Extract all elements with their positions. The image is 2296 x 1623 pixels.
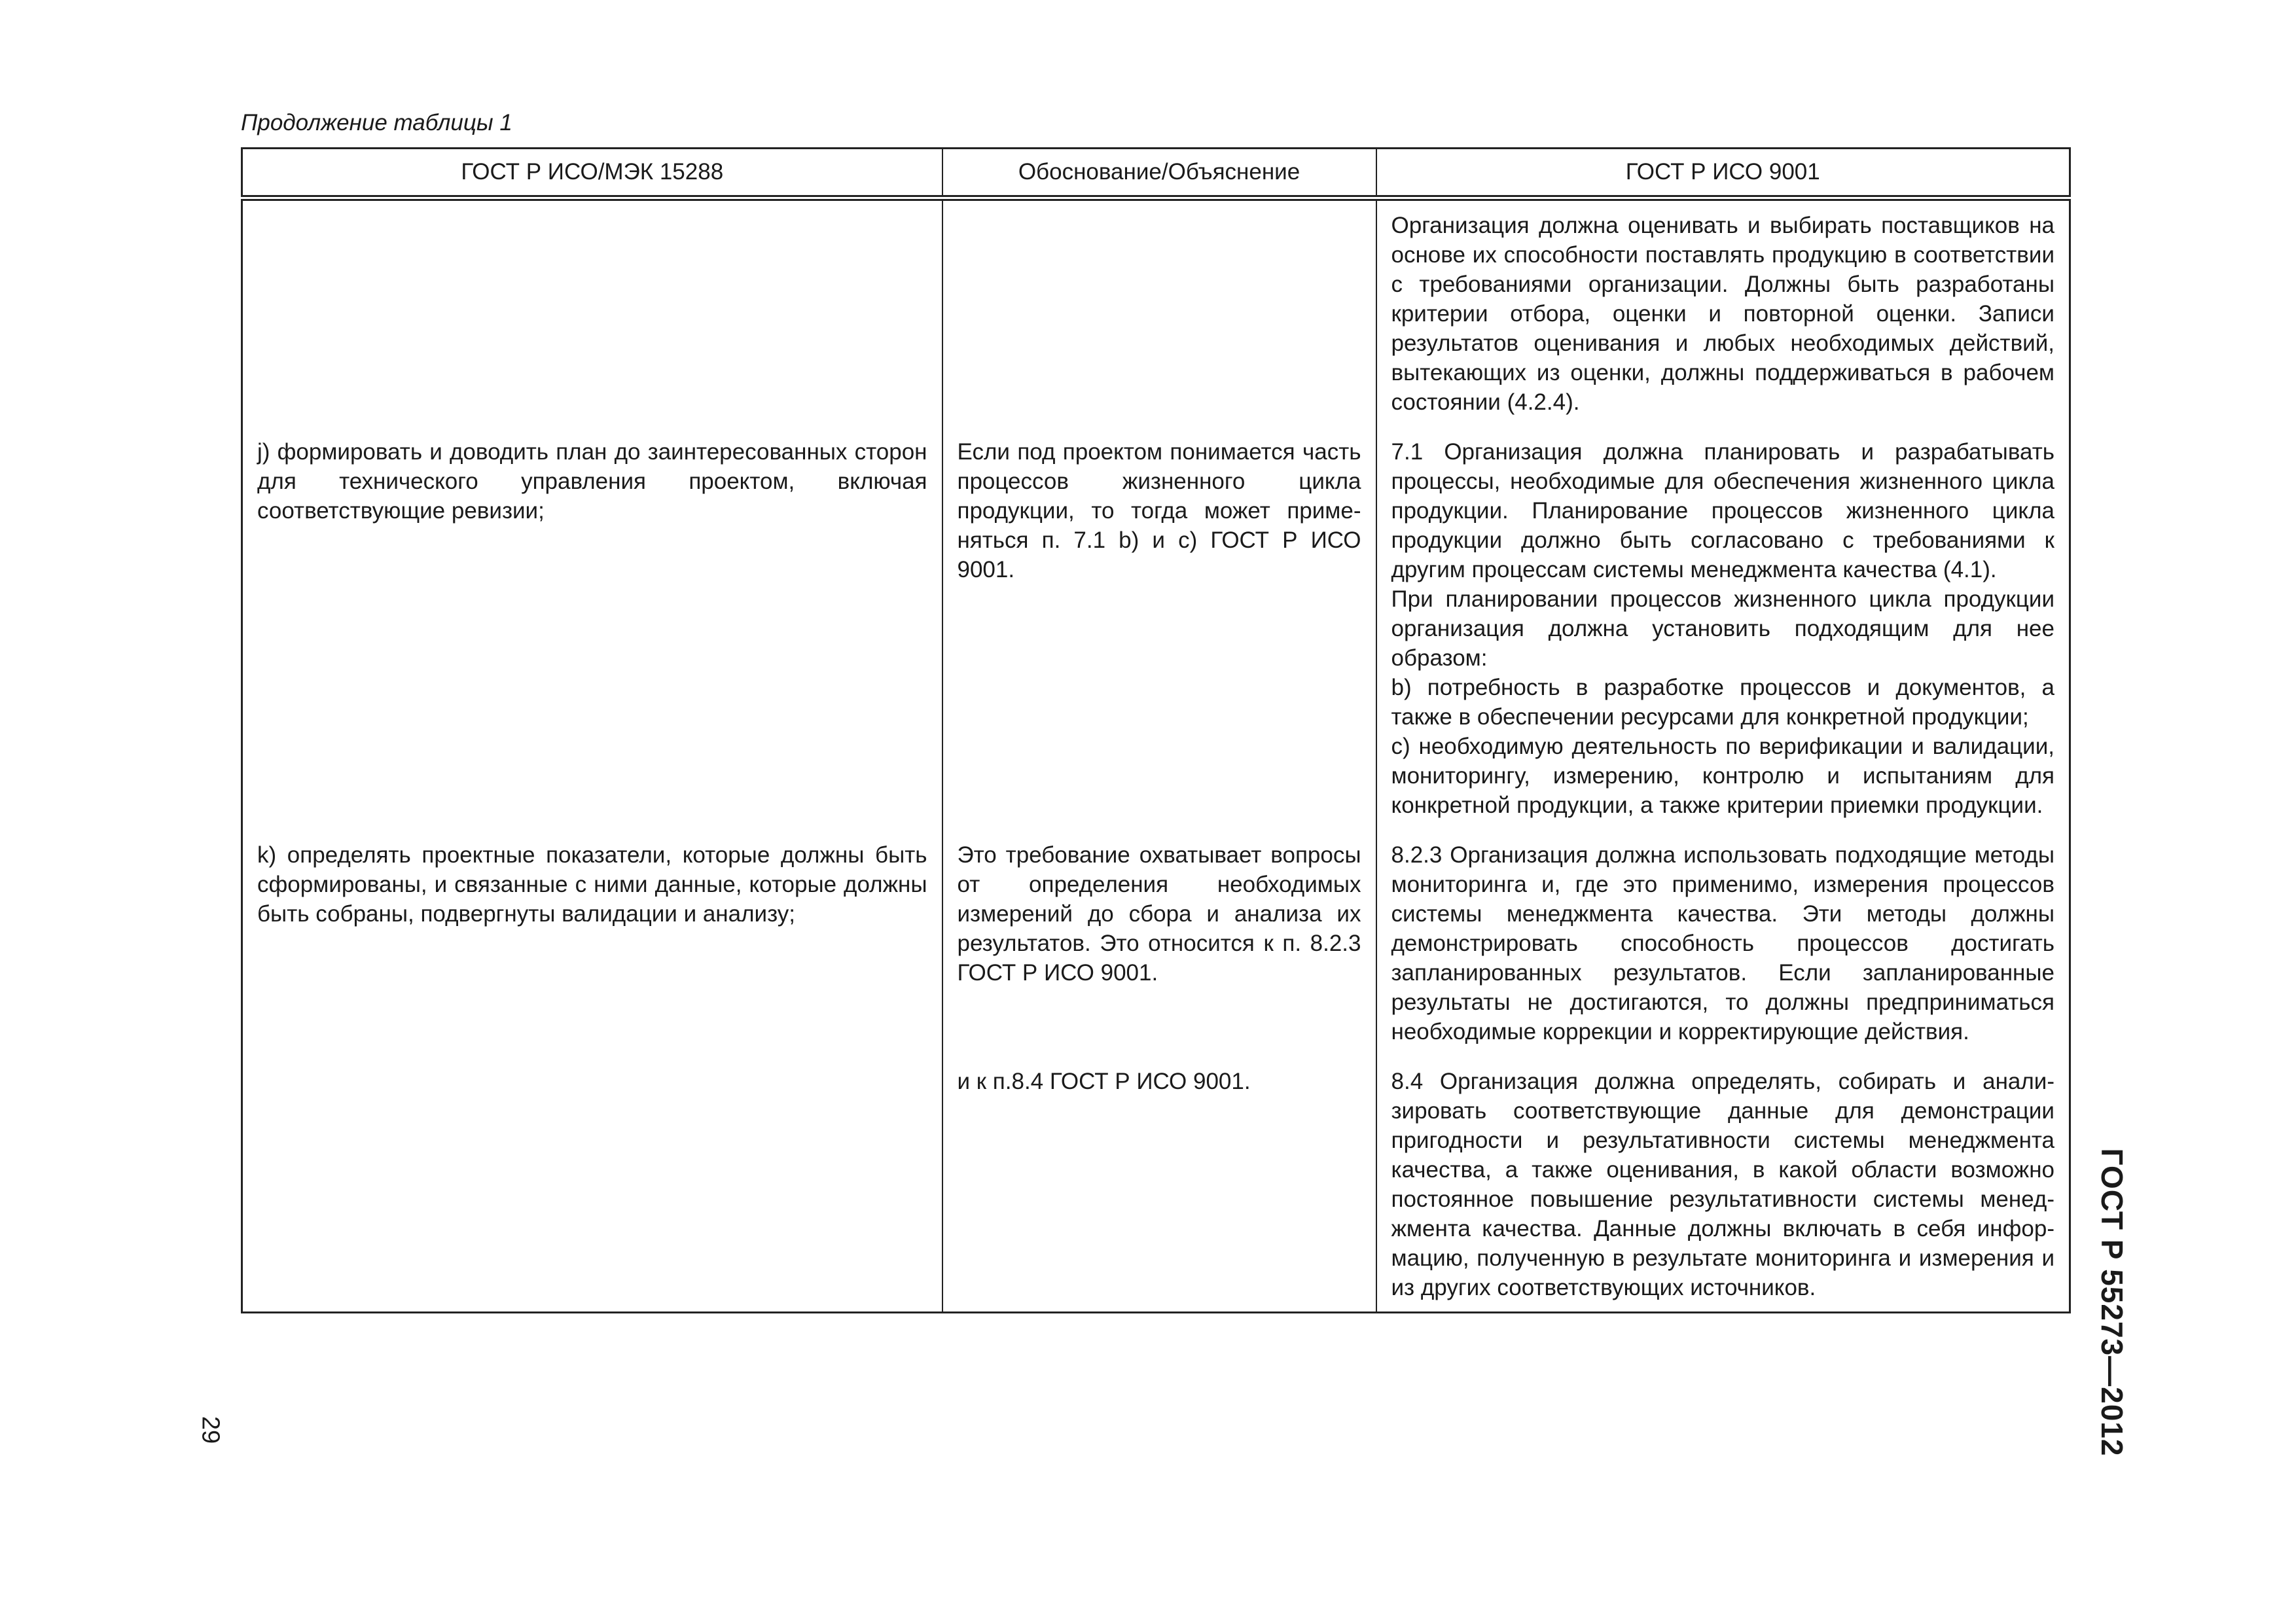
page-number: 29 bbox=[196, 1416, 224, 1444]
document-id-container bbox=[2091, 1148, 2133, 1457]
cell-gost-9001: 7.1 Организация должна планировать и разрабатывать процессы, необходимые для обеспечения жизненного цикла продукции. Планирование процессов жизненного цикла продукции должно быть согласовано с требованиями к другим процессам системы менеджмента качества (4.1). При планировании процессов жизненного цикла продукции организация должна установить подходящим для нее образом: b) потребность в разработке процессов и документов, а также в обеспечении ресурсами для конкретной продукции; c) необходимую деятельность по верификации и валидации, мониторингу, измерению, контролю и испытаниям для конкретной продукции, а также критерии приемки продукции. bbox=[1376, 427, 2070, 830]
header-gost-15288: ГОСТ Р ИСО/МЭК 15288 bbox=[242, 149, 942, 198]
cell-justification: Если под проектом понимается часть процессов жизненного цикла продукции, то тогда может применяться п. 7.1 b) и c) ГОСТ Р ИСО 9001. bbox=[942, 427, 1376, 830]
cell-gost-9001: Организация должна оценивать и выбирать поставщиков на основе их способности поставлять продукцию в соответствии с требованиями организации. Должны быть разработаны критерии отбора, оценки и повторной оценки. Записи результатов оценивания и любых необходимых действий, вытекающих из оценки, должны поддерживаться в рабочем состоянии (4.2.4). bbox=[1376, 198, 2070, 428]
table-row bbox=[242, 830, 2070, 1057]
cell-justification: и к п.8.4 ГОСТ Р ИСО 9001. bbox=[942, 1057, 1376, 1313]
header-gost-9001: ГОСТ Р ИСО 9001 bbox=[1376, 149, 2070, 198]
cell-gost-15288 bbox=[242, 198, 942, 428]
table-header-row bbox=[242, 149, 2070, 198]
cell-gost-15288: k) определять проектные показатели, которые должны быть сформированы, и связанные с ними данные, которые должны быть собраны, подвергнуты валидации и анализу; bbox=[242, 830, 942, 1057]
cell-gost-15288: j) формировать и доводить план до заинтересованных сторон для технического управления проектом, включая соответствующие ревизии; bbox=[242, 427, 942, 830]
cell-gost-9001: 8.2.3 Организация должна использовать подходящие методы мониторинга и, где это применимо, измерения процессов системы менеджмента качества. Эти методы должны демонстрировать способность процессов достигать запланированных результатов. Если запланированные результаты не достигаются, то должны предприниматься необходимые коррекции и корректирующие действия. bbox=[1376, 830, 2070, 1057]
table-row bbox=[242, 1057, 2070, 1313]
table-row bbox=[242, 427, 2070, 830]
cell-gost-15288 bbox=[242, 1057, 942, 1313]
table-row bbox=[242, 198, 2070, 428]
cell-gost-9001: 8.4 Организация должна определять, собирать и анализировать соответствующие данные для демонстрации пригодности и результативности системы менеджмента качества, а также оценивания, в какой области возможно постоянное повышение результативности системы менеджмента качества. Данные должны включать в себя информацию, полученную в результате мониторинга и измерения и из других соответствующих источников. bbox=[1376, 1057, 2070, 1313]
cell-justification bbox=[942, 198, 1376, 428]
table-caption: Продолжение таблицы 1 bbox=[241, 110, 512, 135]
page-number-container bbox=[194, 1407, 226, 1453]
header-justification: Обоснование/Объяснение bbox=[942, 149, 1376, 198]
document-id: ГОСТ Р 55273—2012 bbox=[2095, 1148, 2129, 1457]
cell-justification: Это требование охватывает вопросы от определения необходимых измерений до сбора и анализа их результатов. Это относится к п. 8.2.3 ГОСТ Р ИСО 9001. bbox=[942, 830, 1376, 1057]
comparison-table bbox=[241, 147, 2071, 1313]
